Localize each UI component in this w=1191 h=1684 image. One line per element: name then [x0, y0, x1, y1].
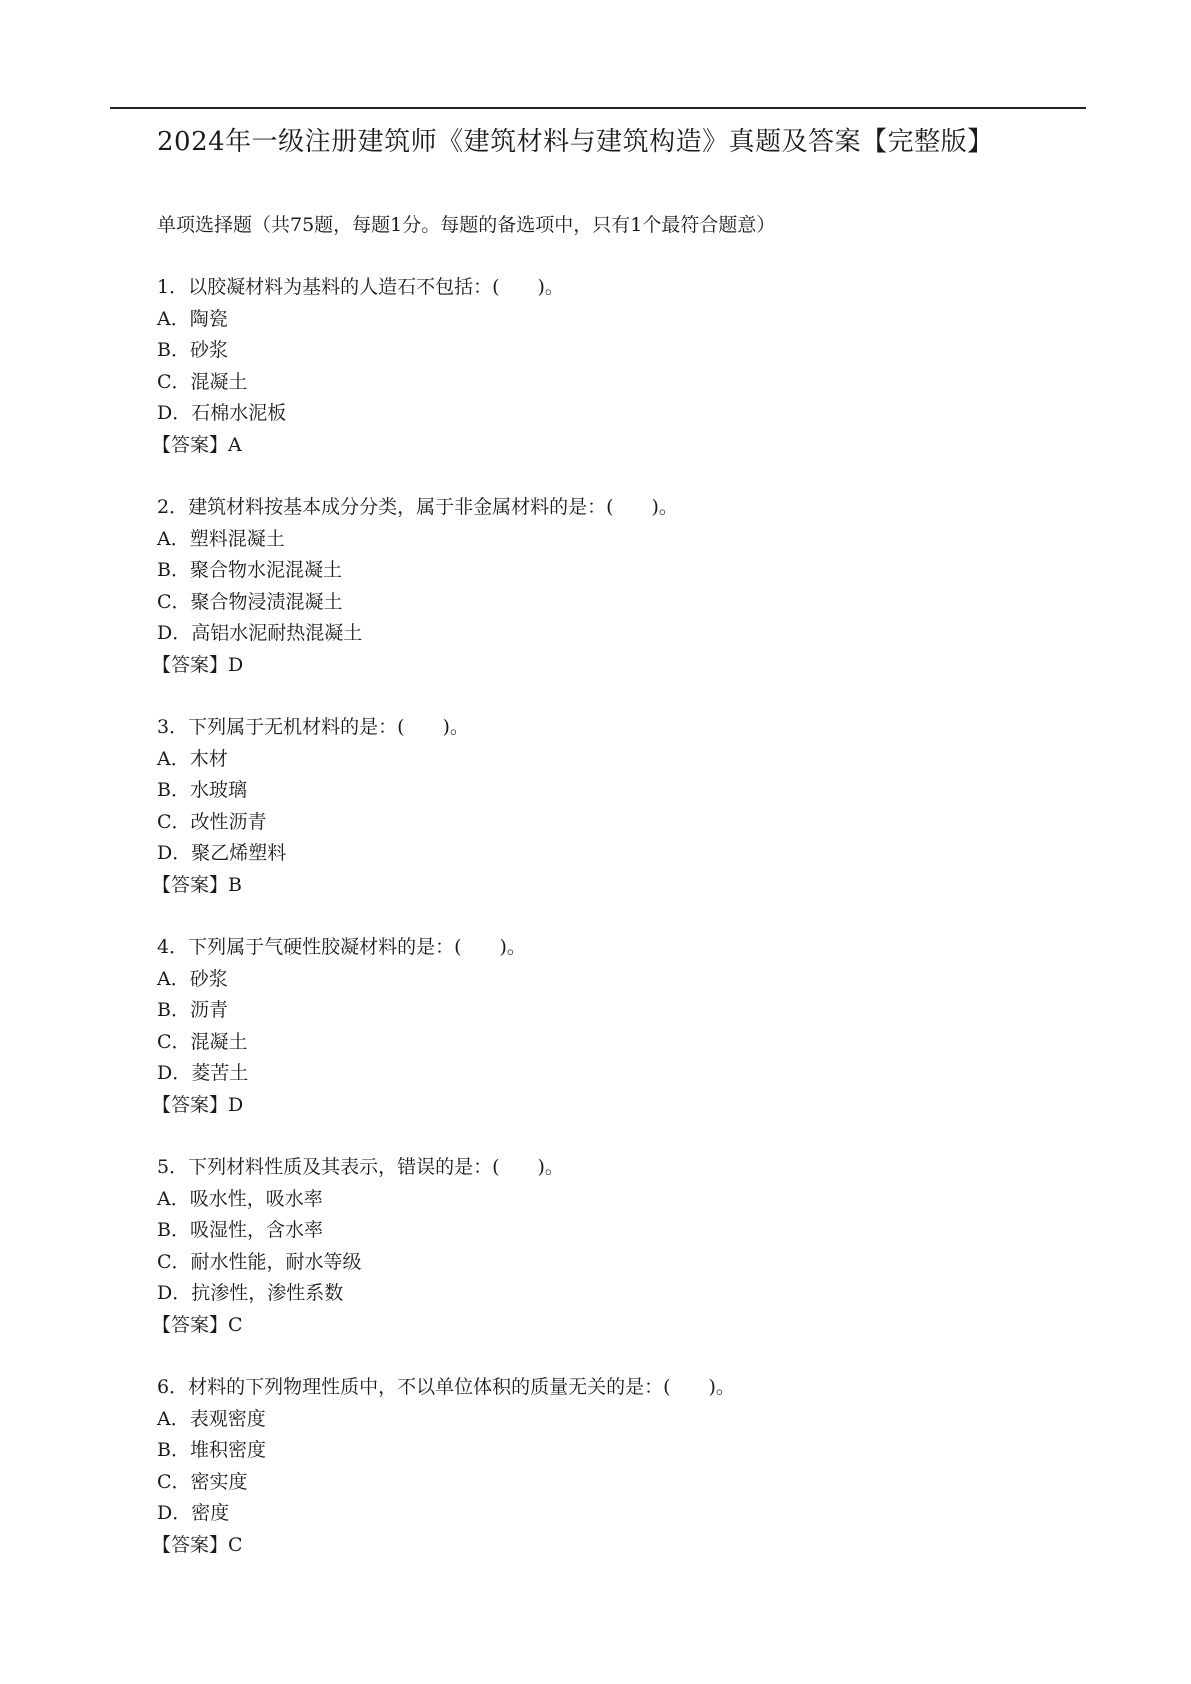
- question-3: [152, 712, 1057, 901]
- question-stem: 4．下列属于气硬性胶凝材料的是：( )。: [157, 936, 526, 958]
- answer-line: 【答案】A: [152, 433, 242, 456]
- question-list: [152, 272, 1057, 1561]
- option-b: B．水玻璃: [157, 779, 247, 801]
- answer-line: 【答案】D: [152, 1093, 244, 1116]
- answer-line: 【答案】B: [152, 873, 242, 896]
- option-b: B．砂浆: [157, 339, 228, 361]
- option-d: D．聚乙烯塑料: [157, 842, 287, 864]
- option-c: C．混凝土: [157, 370, 248, 393]
- section-intro: 单项选择题（共75题，每题1分。每题的备选项中，只有1个最符合题意）: [157, 214, 776, 236]
- option-a: A．陶瓷: [157, 307, 228, 330]
- option-a: A．表观密度: [157, 1407, 266, 1430]
- option-d: D．抗渗性，渗性系数: [157, 1282, 344, 1304]
- question-1: [152, 272, 1057, 461]
- answer-line: 【答案】C: [152, 1313, 243, 1336]
- option-b: B．吸湿性，含水率: [157, 1219, 323, 1241]
- question-stem: 1．以胶凝材料为基料的人造石不包括：( )。: [157, 276, 564, 298]
- answer-line: 【答案】C: [152, 1533, 243, 1556]
- option-a: A．塑料混凝土: [157, 527, 285, 550]
- header-rule: [110, 107, 1086, 109]
- question-stem: 5．下列材料性质及其表示，错误的是：( )。: [157, 1156, 564, 1178]
- option-c: C．聚合物浸渍混凝土: [157, 590, 343, 613]
- answer-line: 【答案】D: [152, 653, 244, 676]
- question-stem: 3．下列属于无机材料的是：( )。: [157, 716, 469, 738]
- option-b: B．堆积密度: [157, 1439, 266, 1461]
- question-2: [152, 492, 1057, 681]
- question-stem: 2．建筑材料按基本成分分类，属于非金属材料的是：( )。: [157, 496, 678, 518]
- option-c: C．耐水性能，耐水等级: [157, 1250, 362, 1273]
- option-d: D．石棉水泥板: [157, 402, 287, 424]
- document-title: 2024年一级注册建筑师《建筑材料与建筑构造》真题及答案【完整版】: [157, 127, 994, 157]
- option-d: D．菱苦土: [157, 1062, 249, 1084]
- option-d: D．高铝水泥耐热混凝土: [157, 622, 363, 644]
- option-b: B．聚合物水泥混凝土: [157, 559, 342, 581]
- option-c: C．密实度: [157, 1470, 248, 1493]
- question-5: [152, 1152, 1057, 1341]
- option-d: D．密度: [157, 1502, 230, 1524]
- question-6: [152, 1372, 1057, 1561]
- question-4: [152, 932, 1057, 1121]
- option-c: C．改性沥青: [157, 810, 267, 833]
- option-c: C．混凝土: [157, 1030, 248, 1053]
- option-a: A．吸水性，吸水率: [157, 1187, 323, 1210]
- question-stem: 6．材料的下列物理性质中，不以单位体积的质量无关的是：( )。: [157, 1376, 735, 1398]
- option-b: B．沥青: [157, 999, 228, 1021]
- option-a: A．砂浆: [157, 967, 228, 990]
- option-a: A．木材: [157, 747, 228, 770]
